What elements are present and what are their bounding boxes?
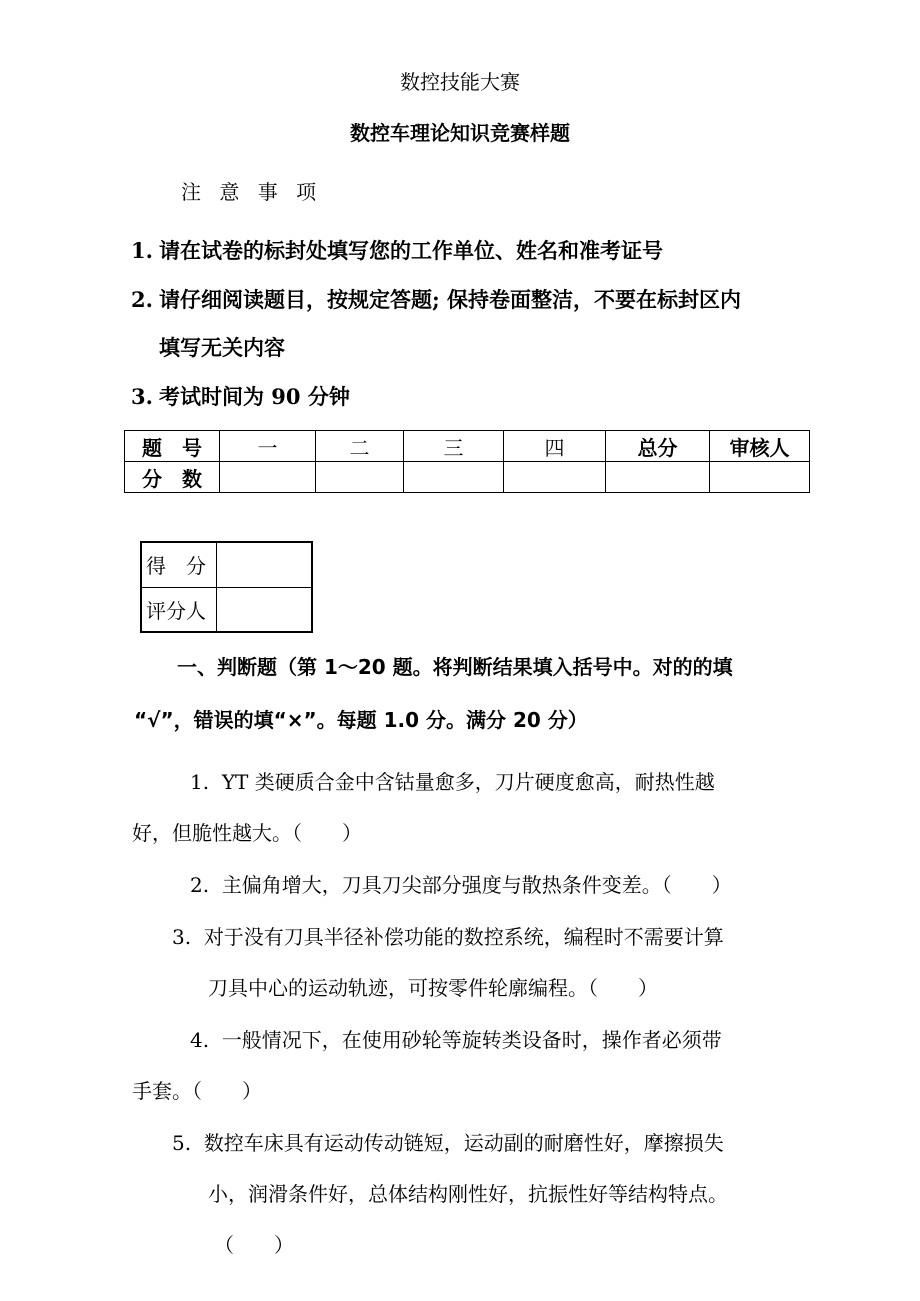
question-number: 5. bbox=[172, 1131, 192, 1155]
score-header-cell: 一 bbox=[220, 431, 316, 462]
question-5-continuation: 小，润滑条件好，总体结构刚性好，抗振性好等结构特点。 bbox=[208, 1182, 728, 1206]
question-text: 主偏角增大，刀具刀尖部分强度与散热条件变差。（ ） bbox=[221, 873, 732, 897]
question-text: 一般情况下，在使用砂轮等旋转类设备时，操作者必须带 bbox=[221, 1028, 722, 1052]
score-row-label: 分 数 bbox=[125, 462, 220, 493]
notice-item-2-continuation: 填写无关内容 bbox=[159, 335, 285, 360]
score-cell[interactable] bbox=[220, 462, 316, 493]
score-header-cell: 四 bbox=[504, 431, 606, 462]
notice-number: 3. bbox=[131, 384, 153, 409]
question-5 bbox=[172, 1127, 724, 1156]
notice-text: 考试时间为 90 分钟 bbox=[159, 384, 350, 409]
score-cell[interactable] bbox=[504, 462, 606, 493]
score-table bbox=[124, 430, 810, 493]
question-4 bbox=[190, 1024, 722, 1053]
section-1-heading-line-2: “√”，错误的填“×”。每题 1.0 分。满分 20 分） bbox=[134, 708, 588, 732]
grader-name-row bbox=[141, 587, 312, 632]
section-1-heading-line-1: 一、判断题（第 1～20 题。将判断结果填入括号中。对的的填 bbox=[177, 655, 733, 679]
notice-item-2 bbox=[131, 284, 741, 314]
notice-heading: 注 意 事 项 bbox=[181, 180, 323, 204]
score-header-cell: 三 bbox=[404, 431, 504, 462]
score-cell[interactable] bbox=[404, 462, 504, 493]
notice-number: 2. bbox=[131, 287, 153, 312]
question-text: 对于没有刀具半径补偿功能的数控系统，编程时不需要计算 bbox=[203, 925, 724, 949]
notice-item-3 bbox=[131, 381, 350, 411]
question-3 bbox=[172, 921, 724, 950]
grader-name-cell[interactable] bbox=[217, 587, 313, 632]
question-text: YT 类硬质合金中含钴量愈多，刀片硬度愈高，耐热性越 bbox=[221, 770, 715, 794]
grader-score-cell[interactable] bbox=[217, 542, 313, 587]
question-number: 1. bbox=[190, 770, 210, 794]
score-cell[interactable] bbox=[606, 462, 710, 493]
score-header-cell: 总分 bbox=[606, 431, 710, 462]
page-title: 数控车理论知识竞赛样题 bbox=[350, 121, 570, 145]
question-number: 4. bbox=[190, 1028, 210, 1052]
question-1-continuation: 好，但脆性越大。（ ） bbox=[132, 821, 362, 845]
score-cell[interactable] bbox=[710, 462, 810, 493]
grader-name-label: 评分人 bbox=[141, 587, 217, 632]
grader-score-row bbox=[141, 542, 312, 587]
score-header-cell: 审核人 bbox=[710, 431, 810, 462]
score-cell[interactable] bbox=[316, 462, 404, 493]
score-header-cell: 二 bbox=[316, 431, 404, 462]
notice-number: 1. bbox=[131, 238, 153, 263]
notice-item-1 bbox=[131, 235, 663, 265]
question-4-continuation: 手套。（ ） bbox=[132, 1079, 262, 1103]
grader-score-label: 得 分 bbox=[141, 542, 217, 587]
score-header-cell: 题 号 bbox=[125, 431, 220, 462]
question-text: 数控车床具有运动传动链短，运动副的耐磨性好，摩擦损失 bbox=[203, 1131, 724, 1155]
grader-box bbox=[140, 541, 313, 633]
score-table-header-row bbox=[125, 431, 810, 462]
exam-series-title: 数控技能大赛 bbox=[400, 70, 520, 94]
notice-text: 请在试卷的标封处填写您的工作单位、姓名和准考证号 bbox=[159, 238, 663, 263]
notice-text: 请仔细阅读题目，按规定答题; 保持卷面整洁，不要在标封区内 bbox=[159, 287, 742, 312]
question-number: 3. bbox=[172, 925, 192, 949]
question-number: 2. bbox=[190, 873, 210, 897]
question-2 bbox=[190, 869, 732, 898]
question-5-answer-blank: （ ） bbox=[214, 1233, 294, 1257]
question-3-continuation: 刀具中心的运动轨迹，可按零件轮廓编程。（ ） bbox=[208, 976, 658, 1000]
score-table-value-row bbox=[125, 462, 810, 493]
question-1 bbox=[190, 766, 715, 795]
